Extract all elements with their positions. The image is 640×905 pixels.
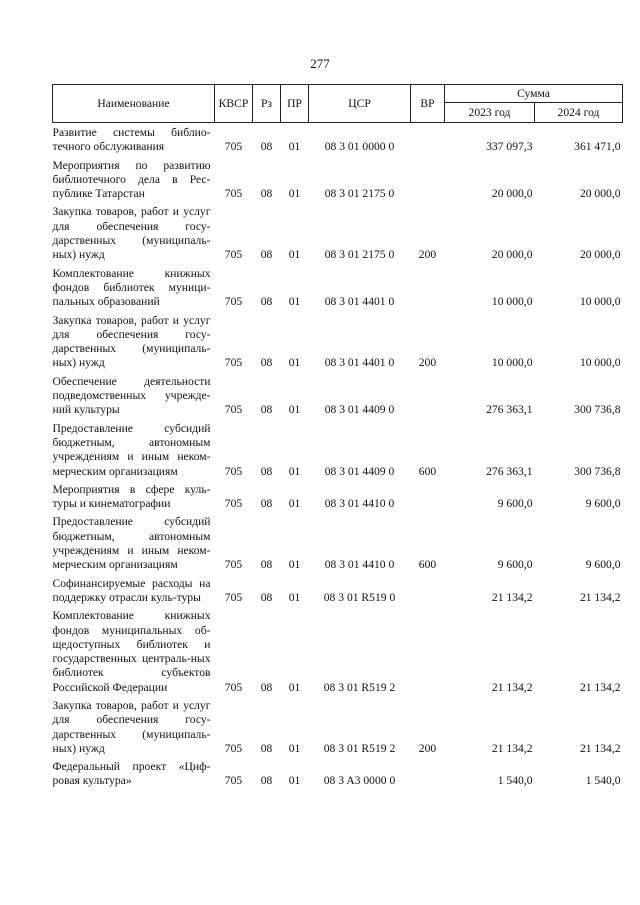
cell-csr: 08 3 01 4410 0 — [324, 558, 395, 572]
cell-sum-2023: 20 000,0 — [491, 187, 533, 201]
cell-vr: 200 — [418, 248, 437, 262]
cell-kvsr: 705 — [224, 248, 243, 262]
cell-csr: 08 3 01 4409 0 — [324, 464, 395, 478]
cell-pr: 01 — [288, 558, 301, 572]
cell-sum-2024: 300 736,8 — [574, 464, 621, 478]
cell-name: Предоставление субсидий бюджетным, автономным учреждениям и иным неком-мерческим организациям — [52, 515, 211, 572]
cell-sum-2023: 21 134,2 — [491, 680, 533, 694]
cell-csr: 08 3 01 4401 0 — [324, 356, 395, 370]
cell-csr: 08 3 01 2175 0 — [324, 187, 395, 201]
cell-kvsr: 705 — [224, 774, 243, 788]
cell-pr: 01 — [288, 187, 301, 201]
cell-sum-2024: 9 600,0 — [585, 497, 621, 511]
cell-pr: 01 — [288, 590, 301, 604]
table-row — [53, 264, 623, 311]
cell-name: Мероприятия в сфере куль-туры и кинематографии — [52, 482, 211, 511]
cell-vr: 200 — [418, 741, 437, 755]
table-row — [53, 123, 623, 156]
cell-rz: 08 — [260, 464, 273, 478]
cell-name: Закупка товаров, работ и услуг для обеспечения госу-дарственных (муниципаль-ных) нужд — [52, 205, 211, 262]
cell-sum-2023: 21 134,2 — [491, 741, 533, 755]
cell-vr — [411, 757, 445, 790]
cell-sum-2024: 10 000,0 — [579, 295, 621, 309]
cell-sum-2023: 9 600,0 — [497, 558, 533, 572]
header-year-2024: 2024 год — [535, 103, 623, 123]
cell-sum-2024: 20 000,0 — [579, 248, 621, 262]
header-sum: Сумма — [445, 85, 623, 103]
header-pr: ПР — [281, 85, 309, 123]
cell-rz: 08 — [260, 558, 273, 572]
cell-rz: 08 — [260, 140, 273, 154]
cell-rz: 08 — [260, 590, 273, 604]
cell-pr: 01 — [288, 464, 301, 478]
cell-sum-2023: 21 134,2 — [491, 590, 533, 604]
table-row — [53, 606, 623, 696]
cell-kvsr: 705 — [224, 295, 243, 309]
budget-table — [52, 84, 623, 790]
table-row — [53, 574, 623, 607]
table-header — [53, 85, 623, 123]
cell-vr — [411, 606, 445, 696]
cell-csr: 08 3 01 R519 2 — [323, 741, 396, 755]
cell-kvsr: 705 — [224, 403, 243, 417]
cell-vr — [411, 480, 445, 513]
cell-csr: 08 3 01 2175 0 — [324, 248, 395, 262]
cell-sum-2024: 21 134,2 — [579, 590, 621, 604]
cell-vr — [411, 123, 445, 156]
table-row — [53, 757, 623, 790]
cell-csr: 08 3 01 4410 0 — [324, 497, 395, 511]
cell-vr — [411, 372, 445, 419]
cell-pr: 01 — [288, 140, 301, 154]
table-row — [53, 202, 623, 263]
cell-kvsr: 705 — [224, 464, 243, 478]
cell-pr: 01 — [288, 741, 301, 755]
cell-rz: 08 — [260, 356, 273, 370]
cell-csr: 08 3 01 4409 0 — [324, 403, 395, 417]
cell-pr: 01 — [288, 774, 301, 788]
cell-sum-2024: 21 134,2 — [579, 741, 621, 755]
cell-kvsr: 705 — [224, 140, 243, 154]
cell-rz: 08 — [260, 248, 273, 262]
cell-name: Закупка товаров, работ и услуг для обеспечения госу-дарственных (муниципаль-ных) нужд — [52, 313, 211, 370]
cell-sum-2023: 337 097,3 — [486, 140, 533, 154]
cell-csr: 08 3 A3 0000 0 — [323, 774, 396, 788]
cell-csr: 08 3 01 R519 2 — [323, 680, 396, 694]
cell-rz: 08 — [260, 403, 273, 417]
cell-sum-2024: 9 600,0 — [585, 558, 621, 572]
cell-kvsr: 705 — [224, 741, 243, 755]
cell-rz: 08 — [260, 497, 273, 511]
header-vr: ВР — [411, 85, 445, 123]
cell-kvsr: 705 — [224, 558, 243, 572]
table-row — [53, 372, 623, 419]
cell-rz: 08 — [260, 680, 273, 694]
table-row — [53, 156, 623, 203]
cell-name: Комплектование книжных фондов библиотек муници-пальных образований — [52, 266, 211, 309]
cell-csr: 08 3 01 4401 0 — [324, 295, 395, 309]
cell-name: Закупка товаров, работ и услуг для обеспечения госу-дарственных (муниципаль-ных) нужд — [52, 698, 211, 755]
cell-kvsr: 705 — [224, 680, 243, 694]
header-name: Наименование — [53, 85, 215, 123]
cell-vr — [411, 264, 445, 311]
cell-kvsr: 705 — [224, 356, 243, 370]
cell-rz: 08 — [260, 187, 273, 201]
cell-sum-2024: 20 000,0 — [579, 187, 621, 201]
cell-csr: 08 3 01 0000 0 — [324, 140, 395, 154]
cell-pr: 01 — [288, 680, 301, 694]
cell-sum-2023: 9 600,0 — [497, 497, 533, 511]
cell-kvsr: 705 — [224, 497, 243, 511]
cell-sum-2023: 10 000,0 — [491, 356, 533, 370]
cell-sum-2024: 1 540,0 — [585, 774, 621, 788]
cell-vr: 600 — [418, 558, 437, 572]
cell-sum-2023: 276 363,1 — [486, 403, 533, 417]
table-body — [53, 123, 623, 790]
cell-name: Обеспечение деятельности подведомственных учрежде-ний культуры — [52, 374, 211, 417]
cell-csr: 08 3 01 R519 0 — [323, 590, 396, 604]
cell-kvsr: 705 — [224, 187, 243, 201]
cell-vr — [411, 156, 445, 203]
cell-rz: 08 — [260, 295, 273, 309]
cell-pr: 01 — [288, 356, 301, 370]
header-year-2023: 2023 год — [445, 103, 535, 123]
cell-pr: 01 — [288, 497, 301, 511]
cell-sum-2024: 10 000,0 — [579, 356, 621, 370]
cell-pr: 01 — [288, 403, 301, 417]
cell-name: Мероприятия по развитию библиотечного дела в Рес-публике Татарстан — [52, 158, 211, 201]
cell-name: Софинансируемые расходы на поддержку отрасли куль-туры — [52, 576, 211, 604]
cell-name: Предоставление субсидий бюджетным, автономным учреждениям и иным неком-мерческим организациям — [52, 421, 211, 478]
cell-vr: 200 — [418, 356, 437, 370]
cell-rz: 08 — [260, 741, 273, 755]
cell-vr — [411, 574, 445, 607]
cell-name: Развитие системы библио-течного обслуживания — [52, 126, 211, 154]
cell-sum-2023: 1 540,0 — [497, 774, 533, 788]
table-row — [53, 311, 623, 372]
table-row — [53, 696, 623, 757]
table-row — [53, 480, 623, 513]
cell-sum-2023: 10 000,0 — [491, 295, 533, 309]
cell-sum-2023: 276 363,1 — [486, 464, 533, 478]
header-kvsr: КВСР — [215, 85, 253, 123]
cell-name: Федеральный проект «Циф-ровая культура» — [52, 760, 211, 788]
cell-vr: 600 — [418, 464, 437, 478]
cell-sum-2024: 300 736,8 — [574, 403, 621, 417]
cell-rz: 08 — [260, 774, 273, 788]
cell-pr: 01 — [288, 248, 301, 262]
cell-sum-2024: 361 471,0 — [574, 140, 621, 154]
cell-name: Комплектование книжных фондов муниципальных об-щедоступных библиотек и государственных централь-ных библиотек субъектов Российской Федерации — [52, 609, 211, 694]
cell-sum-2023: 20 000,0 — [491, 248, 533, 262]
header-csr: ЦСР — [309, 85, 411, 123]
cell-sum-2024: 21 134,2 — [579, 680, 621, 694]
table-row — [53, 419, 623, 480]
header-rz: Рз — [253, 85, 281, 123]
cell-kvsr: 705 — [224, 590, 243, 604]
table-row — [53, 512, 623, 573]
cell-pr: 01 — [288, 295, 301, 309]
page-number: 277 — [310, 56, 330, 71]
